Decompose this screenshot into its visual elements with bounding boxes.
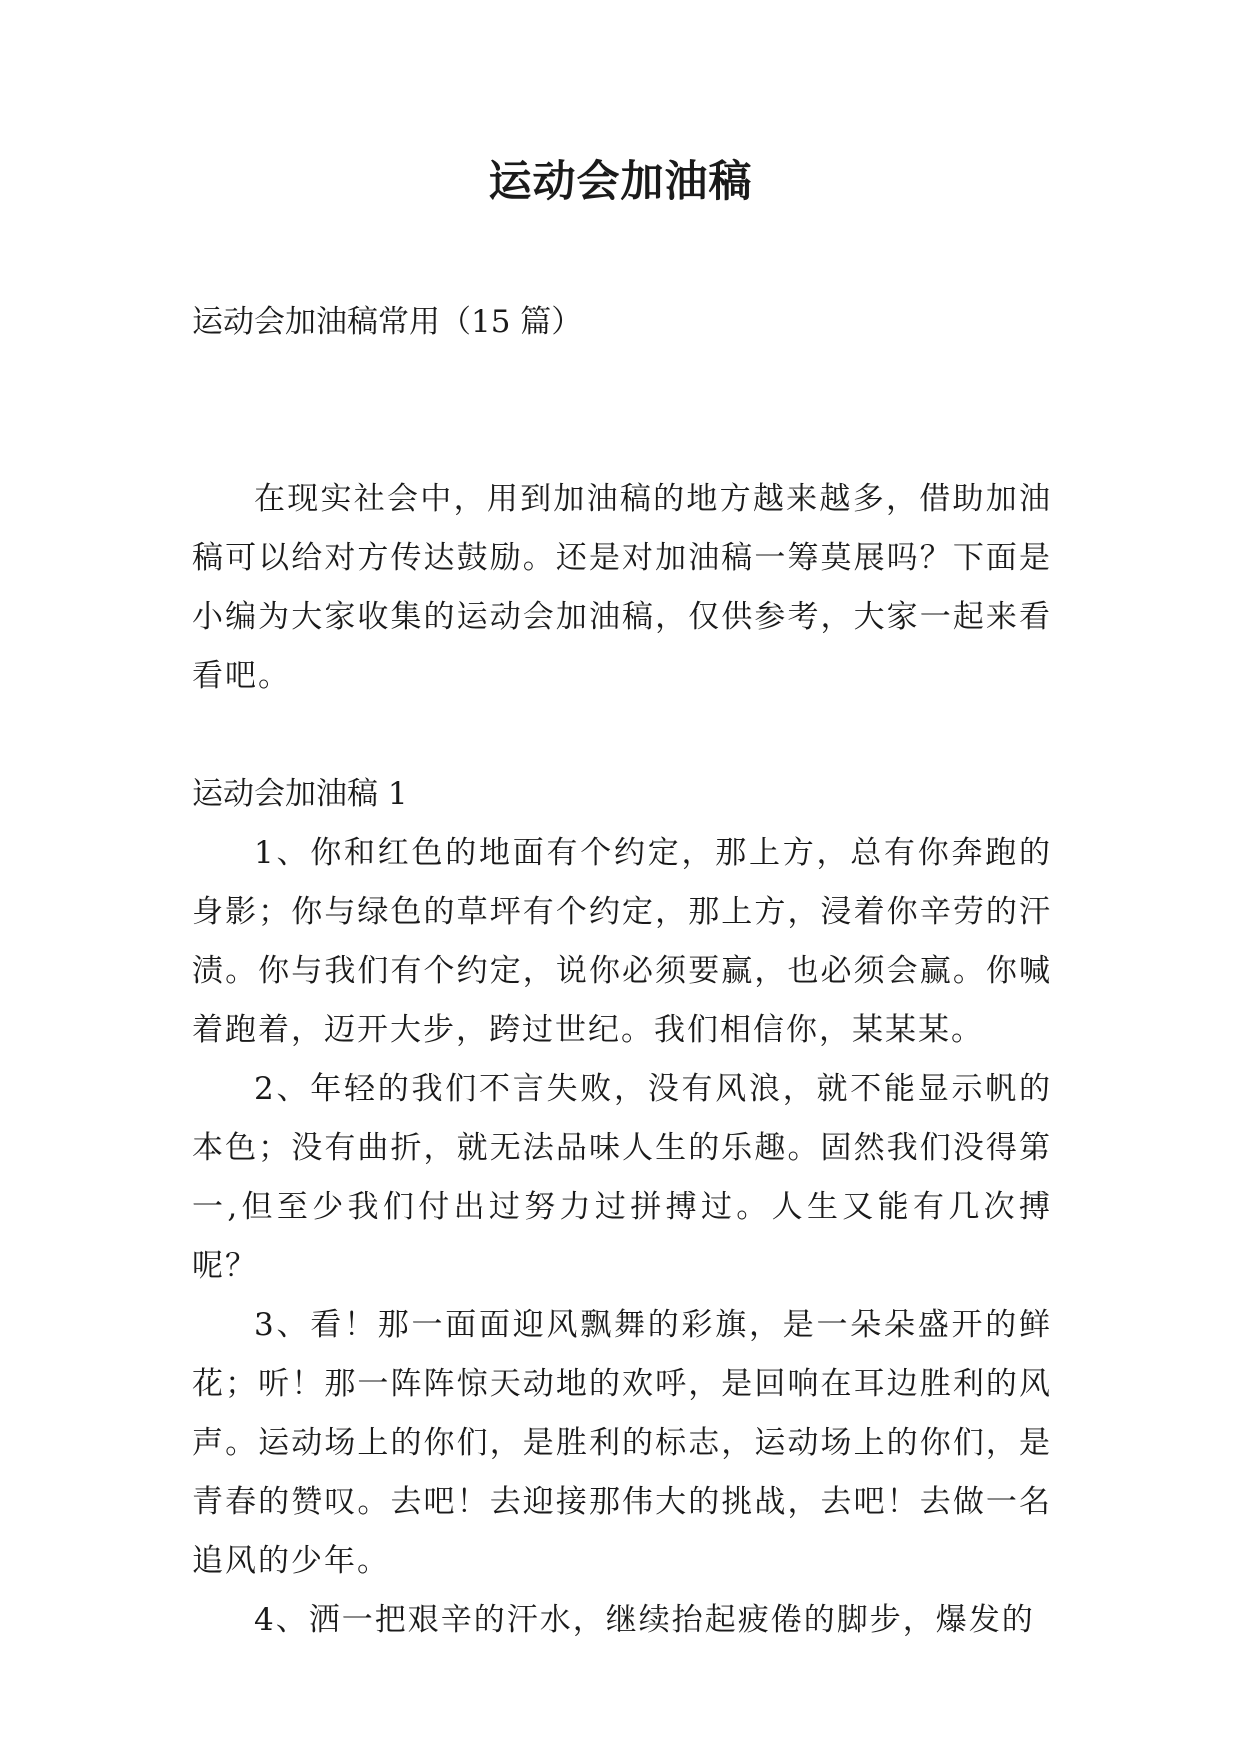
list-item: 1、你和红色的地面有个约定，那上方，总有你奔跑的身影；你与绿色的草坪有个约定，那上方，浸着你辛劳的汗渍。你与我们有个约定，说你必须要赢，也必须会赢。你喊着跑着，迈开大步，跨过世纪。我们相信你，某某某。 [192, 835, 1052, 1048]
list-item: 4、洒一把艰辛的汗水，继续抬起疲倦的脚步，爆发的 [254, 1602, 1035, 1638]
list-item: 3、看！那一面面迎风飘舞的彩旗，是一朵朵盛开的鲜花；听！那一阵阵惊天动地的欢呼，是回响在耳边胜利的风声。运动场上的你们，是胜利的标志，运动场上的你们，是青春的赞叹。去吧！去迎接那伟大的挑战，去吧！去做一名追风的少年。 [192, 1307, 1052, 1579]
document-body [192, 293, 1052, 1650]
spacer [192, 706, 1052, 765]
intro-paragraph: 在现实社会中，用到加油稿的地方越来越多，借助加油稿可以给对方传达鼓励。还是对加油稿一筹莫展吗？下面是小编为大家收集的运动会加油稿，仅供参考，大家一起来看看吧。 [192, 481, 1052, 694]
document-title: 运动会加油稿 [488, 157, 753, 207]
section-heading: 运动会加油稿 1 [192, 776, 408, 812]
list-item: 2、年轻的我们不言失败，没有风浪，就不能显示帆的本色；没有曲折，就无法品味人生的乐趣。固然我们没得第一,但至少我们付出过努力过拼搏过。人生又能有几次搏呢？ [192, 1071, 1052, 1284]
document-subtitle: 运动会加油稿常用（15 篇） [192, 304, 583, 340]
spacer [192, 352, 1052, 470]
